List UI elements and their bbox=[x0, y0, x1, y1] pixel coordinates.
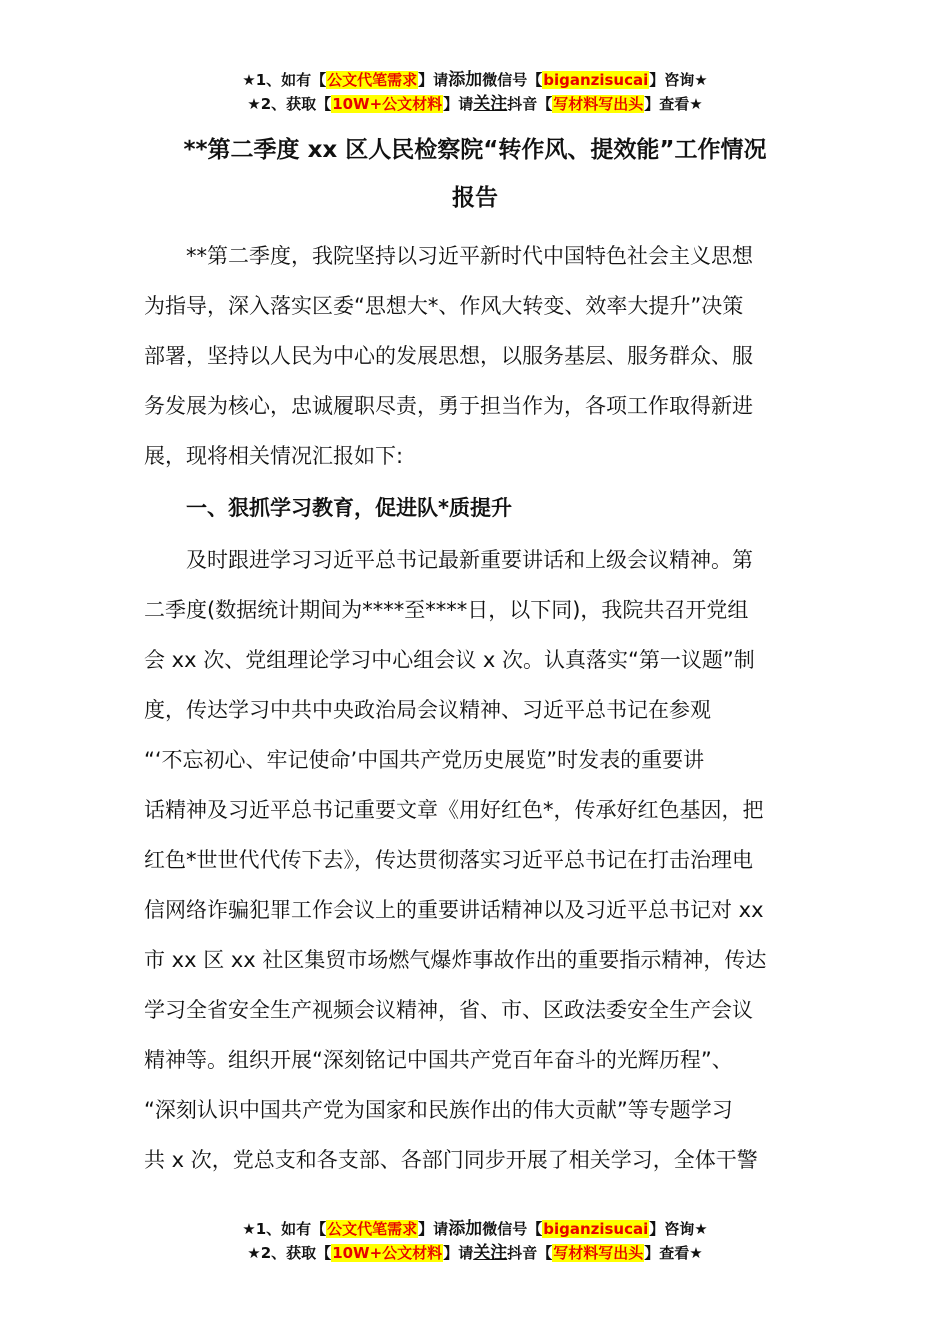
promo-highlight: 10W+公文材料 bbox=[332, 1244, 443, 1262]
paragraph-line: 为指导，深入落实区委“思想大*、作风大转变、效率大提升”决策 bbox=[144, 294, 744, 318]
paragraph-line: 学习全省安全生产视频会议精神，省、市、区政法委安全生产会议 bbox=[144, 998, 753, 1022]
paragraph-line: “‘不忘初心、牢记使命’中国共产党历史展览”时发表的重要讲 bbox=[144, 748, 705, 772]
promo-text: ★2、获取【 bbox=[247, 1244, 332, 1262]
paragraph-line: 二季度(数据统计期间为****至****日，以下同)，我院共召开党组 bbox=[144, 598, 749, 622]
paragraph-line: 市 xx 区 xx 社区集贸市场燃气爆炸事故作出的重要指示精神，传达 bbox=[144, 948, 767, 972]
paragraph-line: **第二季度，我院坚持以习近平新时代中国特色社会主义思想 bbox=[186, 244, 753, 268]
promo-text: 】查看★ bbox=[644, 95, 703, 113]
promo-text: ★2、获取【 bbox=[247, 95, 332, 113]
promo-text: 】请 bbox=[443, 1244, 474, 1262]
promo-text: ★1、如有【 bbox=[242, 1220, 327, 1238]
document-title: **第二季度 xx 区人民检察院“转作风、提效能”工作情况 bbox=[183, 137, 767, 163]
paragraph-line: 展，现将相关情况汇报如下: bbox=[144, 444, 404, 468]
promo-emphasis: 添加 bbox=[448, 1219, 483, 1239]
promo-text: 】请 bbox=[418, 71, 449, 89]
promo-wechat-id: biganzisucai bbox=[543, 1220, 649, 1238]
promo-highlight: 公文代笔需求 bbox=[327, 71, 418, 89]
promo-text: 】请 bbox=[418, 1220, 449, 1238]
promo-line-1 bbox=[0, 68, 950, 92]
promo-text: 】查看★ bbox=[644, 1244, 703, 1262]
promo-highlight: 公文代笔需求 bbox=[327, 1220, 418, 1238]
paragraph-line: 共 x 次，党总支和各支部、各部门同步开展了相关学习，全体干警 bbox=[144, 1148, 758, 1172]
promo-emphasis: 关注 bbox=[473, 1243, 508, 1263]
paragraph-line: 信网络诈骗犯罪工作会议上的重要讲话精神以及习近平总书记对 xx bbox=[144, 898, 764, 922]
promo-line-2 bbox=[0, 1241, 950, 1265]
promo-text: 微信号【 bbox=[482, 71, 543, 89]
paragraph-line: 精神等。组织开展“深刻铭记中国共产党百年奋斗的光辉历程”、 bbox=[144, 1048, 733, 1072]
promo-emphasis: 添加 bbox=[448, 70, 483, 90]
promo-douyin-id: 写材料写出头 bbox=[553, 1244, 644, 1262]
promo-line-1 bbox=[0, 1217, 950, 1241]
promo-text: 】咨询★ bbox=[649, 71, 708, 89]
promo-line-2 bbox=[0, 92, 950, 116]
paragraph-line: 红色*世世代代传下去》，传达贯彻落实习近平总书记在打击治理电 bbox=[144, 848, 753, 872]
promo-emphasis: 关注 bbox=[473, 94, 508, 114]
paragraph-line: 度，传达学习中共中央政治局会议精神、习近平总书记在参观 bbox=[144, 698, 711, 722]
promo-text: 抖音【 bbox=[507, 95, 553, 113]
promo-text: ★1、如有【 bbox=[242, 71, 327, 89]
bottom-promo-banner bbox=[0, 1217, 950, 1265]
promo-wechat-id: biganzisucai bbox=[543, 71, 649, 89]
section-heading: 一、狠抓学习教育，促进队*质提升 bbox=[186, 496, 512, 520]
paragraph-line: 及时跟进学习习近平总书记最新重要讲话和上级会议精神。第 bbox=[186, 548, 753, 572]
document-body bbox=[144, 231, 814, 1185]
paragraph-line: 会 xx 次、党组理论学习中心组会议 x 次。认真落实“第一议题”制 bbox=[144, 648, 755, 672]
promo-text: 】请 bbox=[443, 95, 474, 113]
top-promo-banner bbox=[0, 68, 950, 116]
promo-douyin-id: 写材料写出头 bbox=[553, 95, 644, 113]
promo-text: 】咨询★ bbox=[649, 1220, 708, 1238]
promo-text: 微信号【 bbox=[482, 1220, 543, 1238]
paragraph-line: 部署，坚持以人民为中心的发展思想，以服务基层、服务群众、服 bbox=[144, 344, 753, 368]
paragraph-line: 务发展为核心，忠诚履职尽责，勇于担当作为，各项工作取得新进 bbox=[144, 394, 753, 418]
document-title-continued: 报告 bbox=[452, 185, 498, 211]
paragraph-line: “深刻认识中国共产党为国家和民族作出的伟大贡献”等专题学习 bbox=[144, 1098, 733, 1122]
promo-highlight: 10W+公文材料 bbox=[332, 95, 443, 113]
paragraph-line: 话精神及习近平总书记重要文章《用好红色*，传承好红色基因，把 bbox=[144, 798, 764, 822]
promo-text: 抖音【 bbox=[507, 1244, 553, 1262]
